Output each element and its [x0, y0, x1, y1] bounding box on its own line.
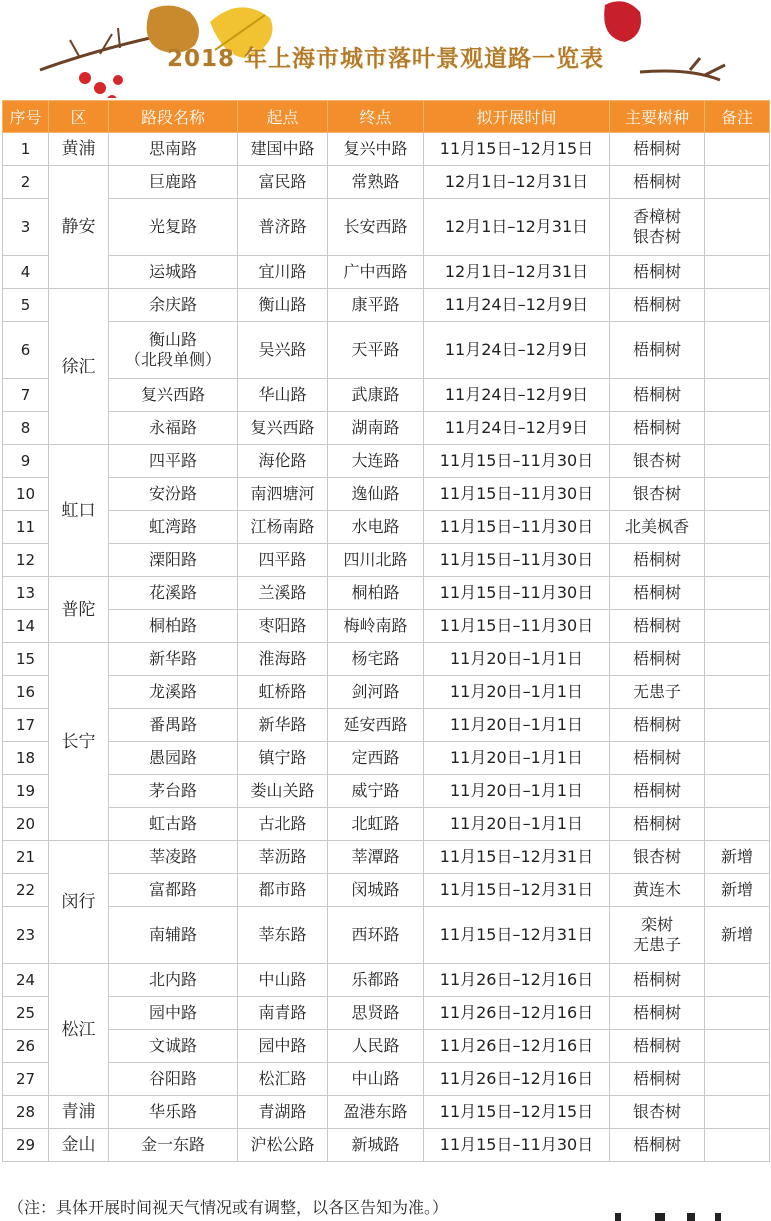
start-point: 淮海路: [238, 643, 328, 676]
remark: [705, 289, 770, 322]
road-name: 花溪路: [109, 577, 238, 610]
road-name: 虹湾路: [109, 511, 238, 544]
row-number: 3: [3, 199, 49, 256]
road-name: 富都路: [109, 874, 238, 907]
end-point: 定西路: [328, 742, 424, 775]
road-name: 莘凌路: [109, 841, 238, 874]
end-point: 武康路: [328, 379, 424, 412]
row-number: 4: [3, 256, 49, 289]
header-time: 拟开展时间: [424, 101, 610, 133]
table-row: [3, 577, 770, 610]
end-point: 广中西路: [328, 256, 424, 289]
remark: [705, 133, 770, 166]
start-point: 娄山关路: [238, 775, 328, 808]
schedule: 11月15日–11月30日: [424, 544, 610, 577]
start-point: 中山路: [238, 964, 328, 997]
tree-species: 无患子: [610, 676, 705, 709]
tree-species: 梧桐树: [610, 544, 705, 577]
start-point: 普济路: [238, 199, 328, 256]
road-name: 光复路: [109, 199, 238, 256]
schedule: 12月1日–12月31日: [424, 166, 610, 199]
schedule: 11月15日–11月30日: [424, 577, 610, 610]
row-number: 9: [3, 445, 49, 478]
start-point: 四平路: [238, 544, 328, 577]
schedule: 11月15日–12月15日: [424, 1096, 610, 1129]
table-row: [3, 544, 770, 577]
table-row: [3, 199, 770, 256]
end-point: 长安西路: [328, 199, 424, 256]
end-point: 梅岭南路: [328, 610, 424, 643]
start-point: 建国中路: [238, 133, 328, 166]
header-no: 序号: [3, 101, 49, 133]
table-row: [3, 133, 770, 166]
row-number: 17: [3, 709, 49, 742]
header-tree: 主要树种: [610, 101, 705, 133]
remark: [705, 199, 770, 256]
header-district: 区: [49, 101, 109, 133]
table-row: [3, 709, 770, 742]
road-name: 余庆路: [109, 289, 238, 322]
row-number: 14: [3, 610, 49, 643]
row-number: 15: [3, 643, 49, 676]
district-cell: 闵行: [49, 841, 109, 964]
row-number: 13: [3, 577, 49, 610]
row-number: 23: [3, 907, 49, 964]
start-point: 莘沥路: [238, 841, 328, 874]
row-number: 27: [3, 1063, 49, 1096]
district-cell: 松江: [49, 964, 109, 1096]
remark: [705, 964, 770, 997]
remark: 新增: [705, 874, 770, 907]
start-point: 宜川路: [238, 256, 328, 289]
tree-species: 银杏树: [610, 445, 705, 478]
row-number: 10: [3, 478, 49, 511]
table-row: [3, 874, 770, 907]
end-point: 天平路: [328, 322, 424, 379]
tree-species: 梧桐树: [610, 643, 705, 676]
end-point: 四川北路: [328, 544, 424, 577]
schedule: 11月20日–1月1日: [424, 775, 610, 808]
table-row: [3, 808, 770, 841]
tree-species: 银杏树: [610, 841, 705, 874]
district-cell: 长宁: [49, 643, 109, 841]
start-point: 都市路: [238, 874, 328, 907]
road-name: 愚园路: [109, 742, 238, 775]
row-number: 12: [3, 544, 49, 577]
table-row: [3, 775, 770, 808]
remark: [705, 445, 770, 478]
start-point: 衡山路: [238, 289, 328, 322]
remark: [705, 610, 770, 643]
road-name: 溧阳路: [109, 544, 238, 577]
remark: [705, 742, 770, 775]
district-cell: 黄浦: [49, 133, 109, 166]
end-point: 桐柏路: [328, 577, 424, 610]
tree-species: 梧桐树: [610, 166, 705, 199]
road-name: 北内路: [109, 964, 238, 997]
table-row: [3, 841, 770, 874]
start-point: 兰溪路: [238, 577, 328, 610]
remark: [705, 1129, 770, 1162]
table-row: [3, 256, 770, 289]
schedule: 11月20日–1月1日: [424, 676, 610, 709]
start-point: 青湖路: [238, 1096, 328, 1129]
row-number: 7: [3, 379, 49, 412]
start-point: 镇宁路: [238, 742, 328, 775]
table-row: [3, 643, 770, 676]
start-point: 莘东路: [238, 907, 328, 964]
header-road: 路段名称: [109, 101, 238, 133]
remark: [705, 412, 770, 445]
schedule: 11月15日–11月30日: [424, 445, 610, 478]
tree-species: 梧桐树: [610, 412, 705, 445]
decorative-dots: [615, 1213, 765, 1221]
row-number: 28: [3, 1096, 49, 1129]
schedule: 12月1日–12月31日: [424, 256, 610, 289]
tree-species: 梧桐树: [610, 964, 705, 997]
district-cell: 虹口: [49, 445, 109, 577]
tree-species: 梧桐树: [610, 808, 705, 841]
schedule: 11月20日–1月1日: [424, 709, 610, 742]
row-number: 21: [3, 841, 49, 874]
schedule: 11月26日–12月16日: [424, 1030, 610, 1063]
end-point: 西环路: [328, 907, 424, 964]
remark: [705, 379, 770, 412]
header-end: 终点: [328, 101, 424, 133]
road-name: 新华路: [109, 643, 238, 676]
row-number: 19: [3, 775, 49, 808]
remark: [705, 577, 770, 610]
end-point: 北虹路: [328, 808, 424, 841]
remark: 新增: [705, 841, 770, 874]
footnote: （注：具体开展时间视天气情况或有调整，以各区告知为准。）: [8, 1198, 449, 1217]
start-point: 松汇路: [238, 1063, 328, 1096]
remark: [705, 511, 770, 544]
schedule: 11月15日–12月31日: [424, 907, 610, 964]
table-row: [3, 610, 770, 643]
row-number: 29: [3, 1129, 49, 1162]
road-name: 四平路: [109, 445, 238, 478]
decorative-header: [0, 0, 771, 98]
start-point: 江杨南路: [238, 511, 328, 544]
end-point: 康平路: [328, 289, 424, 322]
district-cell: 青浦: [49, 1096, 109, 1129]
table-row: [3, 1096, 770, 1129]
remark: [705, 643, 770, 676]
schedule: 11月15日–12月15日: [424, 133, 610, 166]
remark: [705, 1063, 770, 1096]
schedule: 11月24日–12月9日: [424, 379, 610, 412]
road-name: 巨鹿路: [109, 166, 238, 199]
tree-species: 梧桐树: [610, 1063, 705, 1096]
end-point: 复兴中路: [328, 133, 424, 166]
road-name: 复兴西路: [109, 379, 238, 412]
start-point: 园中路: [238, 1030, 328, 1063]
start-point: 古北路: [238, 808, 328, 841]
road-name: 虹古路: [109, 808, 238, 841]
end-point: 莘潭路: [328, 841, 424, 874]
schedule: 11月26日–12月16日: [424, 964, 610, 997]
tree-species: 银杏树: [610, 478, 705, 511]
remark: [705, 166, 770, 199]
row-number: 5: [3, 289, 49, 322]
road-name: 运城路: [109, 256, 238, 289]
end-point: 闵城路: [328, 874, 424, 907]
road-name: 思南路: [109, 133, 238, 166]
remark: [705, 256, 770, 289]
road-name: 桐柏路: [109, 610, 238, 643]
road-name: 永福路: [109, 412, 238, 445]
schedule: 11月15日–12月31日: [424, 874, 610, 907]
table-row: [3, 478, 770, 511]
tree-species: 黄连木: [610, 874, 705, 907]
remark: [705, 1096, 770, 1129]
remark: [705, 544, 770, 577]
road-name: 文诚路: [109, 1030, 238, 1063]
end-point: 剑河路: [328, 676, 424, 709]
page-title: 2018 年上海市城市落叶景观道路一览表: [166, 46, 605, 72]
schedule: 11月24日–12月9日: [424, 412, 610, 445]
end-point: 水电路: [328, 511, 424, 544]
road-name: 龙溪路: [109, 676, 238, 709]
schedule: 11月20日–1月1日: [424, 643, 610, 676]
start-point: 南泗塘河: [238, 478, 328, 511]
road-name: 金一东路: [109, 1129, 238, 1162]
table-row: [3, 907, 770, 964]
road-name: 园中路: [109, 997, 238, 1030]
tree-species: 梧桐树: [610, 256, 705, 289]
start-point: 南青路: [238, 997, 328, 1030]
row-number: 24: [3, 964, 49, 997]
tree-species: 银杏树: [610, 1096, 705, 1129]
end-point: 中山路: [328, 1063, 424, 1096]
tree-species: 梧桐树: [610, 1129, 705, 1162]
district-cell: 金山: [49, 1129, 109, 1162]
table-row: [3, 997, 770, 1030]
table-row: [3, 511, 770, 544]
row-number: 18: [3, 742, 49, 775]
table-row: [3, 1129, 770, 1162]
row-number: 11: [3, 511, 49, 544]
remark: [705, 1030, 770, 1063]
remark: [705, 478, 770, 511]
schedule: 11月15日–12月31日: [424, 841, 610, 874]
tree-species: 梧桐树: [610, 133, 705, 166]
schedule: 11月15日–11月30日: [424, 1129, 610, 1162]
row-number: 20: [3, 808, 49, 841]
table-row: [3, 379, 770, 412]
table-row: [3, 322, 770, 379]
tree-species: 栾树 无患子: [610, 907, 705, 964]
end-point: 人民路: [328, 1030, 424, 1063]
header-note: 备注: [705, 101, 770, 133]
tree-species: 梧桐树: [610, 775, 705, 808]
start-point: 新华路: [238, 709, 328, 742]
table-row: [3, 166, 770, 199]
remark: [705, 808, 770, 841]
schedule: 11月15日–11月30日: [424, 478, 610, 511]
table-header-row: [3, 101, 770, 133]
road-name: 安汾路: [109, 478, 238, 511]
remark: 新增: [705, 907, 770, 964]
start-point: 沪松公路: [238, 1129, 328, 1162]
remark: [705, 997, 770, 1030]
road-name: 番禺路: [109, 709, 238, 742]
tree-species: 梧桐树: [610, 1030, 705, 1063]
schedule: 11月24日–12月9日: [424, 322, 610, 379]
tree-species: 梧桐树: [610, 709, 705, 742]
tree-species: 梧桐树: [610, 322, 705, 379]
road-name: 谷阳路: [109, 1063, 238, 1096]
start-point: 枣阳路: [238, 610, 328, 643]
table-row: [3, 445, 770, 478]
table-row: [3, 1030, 770, 1063]
row-number: 8: [3, 412, 49, 445]
end-point: 逸仙路: [328, 478, 424, 511]
tree-species: 梧桐树: [610, 610, 705, 643]
table-row: [3, 289, 770, 322]
end-point: 乐都路: [328, 964, 424, 997]
road-table: [2, 100, 770, 1162]
tree-species: 香樟树 银杏树: [610, 199, 705, 256]
schedule: 11月26日–12月16日: [424, 997, 610, 1030]
row-number: 2: [3, 166, 49, 199]
schedule: 11月15日–11月30日: [424, 610, 610, 643]
end-point: 常熟路: [328, 166, 424, 199]
road-name: 南辅路: [109, 907, 238, 964]
table-row: [3, 1063, 770, 1096]
table-row: [3, 676, 770, 709]
remark: [705, 676, 770, 709]
header-start: 起点: [238, 101, 328, 133]
end-point: 大连路: [328, 445, 424, 478]
schedule: 11月15日–11月30日: [424, 511, 610, 544]
road-name: 茅台路: [109, 775, 238, 808]
tree-species: 北美枫香: [610, 511, 705, 544]
tree-species: 梧桐树: [610, 742, 705, 775]
district-cell: 普陀: [49, 577, 109, 643]
start-point: 华山路: [238, 379, 328, 412]
schedule: 11月24日–12月9日: [424, 289, 610, 322]
table-body: [3, 133, 770, 1162]
row-number: 1: [3, 133, 49, 166]
road-name: 衡山路 （北段单侧）: [109, 322, 238, 379]
start-point: 海伦路: [238, 445, 328, 478]
table-row: [3, 742, 770, 775]
schedule: 11月20日–1月1日: [424, 742, 610, 775]
end-point: 新城路: [328, 1129, 424, 1162]
table-row: [3, 412, 770, 445]
start-point: 吴兴路: [238, 322, 328, 379]
schedule: 11月20日–1月1日: [424, 808, 610, 841]
start-point: 虹桥路: [238, 676, 328, 709]
district-cell: 静安: [49, 166, 109, 289]
tree-species: 梧桐树: [610, 997, 705, 1030]
row-number: 6: [3, 322, 49, 379]
row-number: 22: [3, 874, 49, 907]
table-row: [3, 964, 770, 997]
end-point: 思贤路: [328, 997, 424, 1030]
tree-species: 梧桐树: [610, 577, 705, 610]
end-point: 杨宅路: [328, 643, 424, 676]
end-point: 盈港东路: [328, 1096, 424, 1129]
end-point: 湖南路: [328, 412, 424, 445]
remark: [705, 775, 770, 808]
tree-species: 梧桐树: [610, 289, 705, 322]
schedule: 11月26日–12月16日: [424, 1063, 610, 1096]
start-point: 复兴西路: [238, 412, 328, 445]
remark: [705, 322, 770, 379]
district-cell: 徐汇: [49, 289, 109, 445]
remark: [705, 709, 770, 742]
start-point: 富民路: [238, 166, 328, 199]
row-number: 16: [3, 676, 49, 709]
schedule: 12月1日–12月31日: [424, 199, 610, 256]
end-point: 威宁路: [328, 775, 424, 808]
road-name: 华乐路: [109, 1096, 238, 1129]
end-point: 延安西路: [328, 709, 424, 742]
row-number: 26: [3, 1030, 49, 1063]
tree-species: 梧桐树: [610, 379, 705, 412]
row-number: 25: [3, 997, 49, 1030]
